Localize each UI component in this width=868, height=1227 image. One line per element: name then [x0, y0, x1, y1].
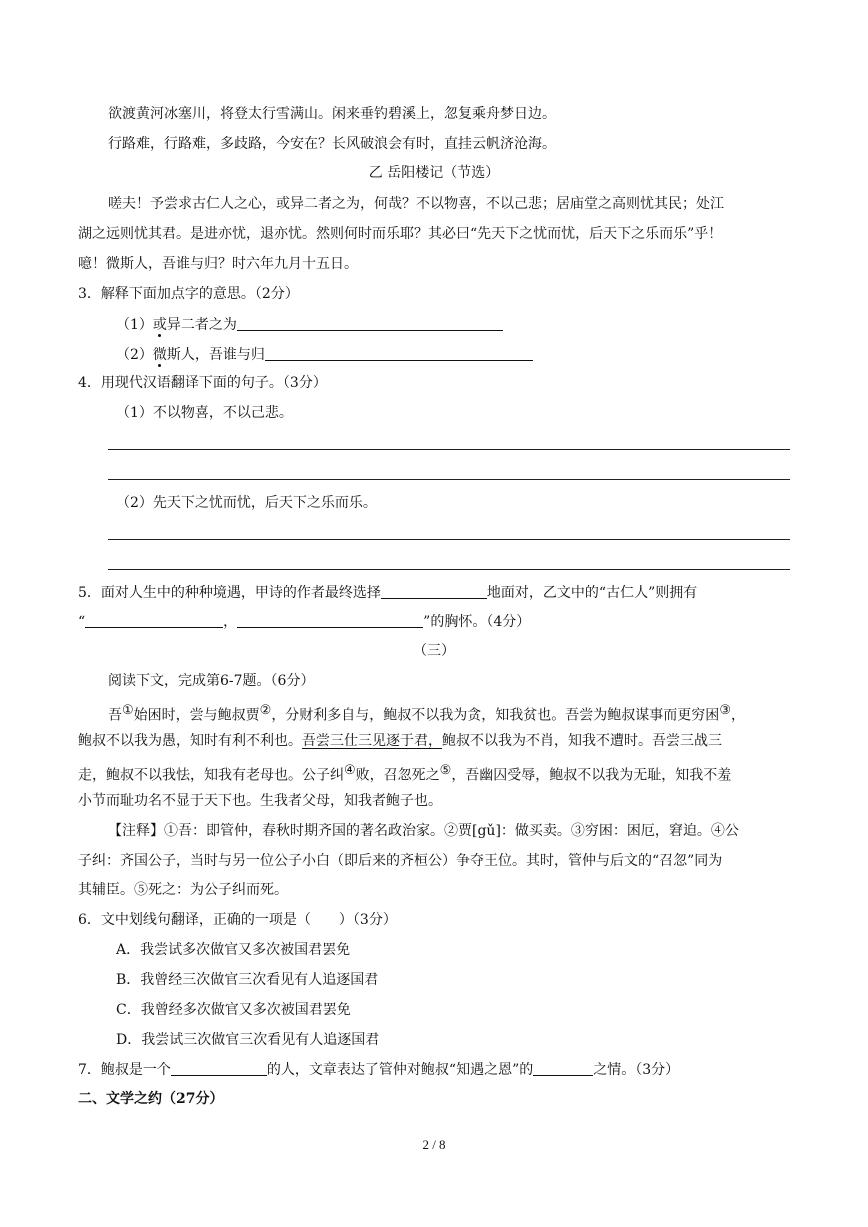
- yi-paragraph-line-1: 嗟夫！予尝求古仁人之心，或异二者之为，何哉？不以物喜，不以己悲；居庙堂之高则忧其民；处江: [108, 196, 724, 212]
- footnote-marker: ⑤: [439, 763, 452, 778]
- passage-text: ，分财利多自与，鲍叔不以我为贪，知我贫也。吾尝为鲍叔谋事而更穷困: [271, 707, 720, 724]
- answer-line[interactable]: [108, 539, 790, 540]
- passage-text: 鲍叔不以我为不肖，知我不遭时。吾尝三战三: [442, 733, 722, 749]
- passage-text: ，: [730, 707, 745, 724]
- answer-blank[interactable]: [265, 344, 533, 361]
- answer-blank[interactable]: [85, 611, 223, 628]
- yi-paragraph-line-3: 噫！微斯人，吾谁与归？时六年九月十五日。: [78, 256, 358, 272]
- answer-blank[interactable]: [533, 1059, 593, 1076]
- passage-text: 败，召忽死之: [355, 767, 440, 784]
- answer-blank[interactable]: [171, 1059, 267, 1076]
- passage-line-3: [78, 761, 731, 786]
- question-6-stem: 6．文中划线句翻译，正确的一项是（ ）（3分）: [78, 912, 397, 928]
- question-7-text: 之情。（3分）: [593, 1062, 680, 1078]
- question-6-option-c[interactable]: C．我曾经多次做官又多次被国君罢免: [116, 1002, 351, 1018]
- question-5-text: ”的胸怀。（4分）: [423, 614, 531, 630]
- section-2-heading: 二、文学之约（27分）: [78, 1091, 224, 1107]
- footnote-marker: ①: [122, 703, 134, 718]
- question-5-text: 地面对，乙文中的“古仁人”则拥有: [486, 585, 698, 601]
- passage-line-1: [108, 701, 745, 726]
- question-6-option-d[interactable]: D．我尝试三次做官三次看见有人追逐国君: [116, 1032, 380, 1048]
- passage-text: 走，鲍叔不以我怯，知我有老母也。公子纠: [78, 767, 344, 784]
- underlined-sentence: 吾尝三仕三见逐于君，: [302, 733, 442, 749]
- question-5-text: ，: [223, 614, 238, 630]
- question-5-line-1: [78, 582, 697, 603]
- passage-line-2: [78, 731, 722, 751]
- question-4-item-1: （1）不以物喜，不以己悲。: [116, 405, 293, 421]
- answer-blank[interactable]: [237, 611, 423, 628]
- question-5-text: “: [78, 614, 86, 630]
- question-3-item-2: [116, 344, 533, 365]
- notes-line-3: 其辅臣。⑤死之：为公子纠而死。: [78, 882, 288, 898]
- answer-line[interactable]: [108, 449, 790, 450]
- question-4-item-2: （2）先天下之忧而忧，后天下之乐而乐。: [116, 495, 377, 511]
- question-6-option-b[interactable]: B．我曾经三次做官三次看见有人追逐国君: [116, 972, 379, 988]
- answer-blank[interactable]: [237, 314, 503, 331]
- item-number: （1）: [116, 317, 153, 333]
- item-text: 斯人，吾谁与归: [166, 347, 265, 363]
- item-text: 异二者之为: [166, 317, 237, 333]
- passage-text: 始困时，尝与鲍叔贾: [133, 707, 260, 724]
- question-5-text: 5．面对人生中的种种境遇，甲诗的作者最终选择: [78, 585, 381, 601]
- section-3-heading: （三）: [413, 643, 455, 659]
- passage-text: 鲍叔不以我为愚，知时有利不利也。: [78, 733, 302, 749]
- notes-line-2: 子纠：齐国公子，当时与另一位公子小白（即后来的齐桓公）争夺王位。其时，管仲与后文的“召忽”同为: [78, 853, 723, 869]
- poem-line-2: 行路难，行路难，多歧路，今安在？长风破浪会有时，直挂云帆济沧海。: [108, 136, 556, 152]
- question-4-stem: 4．用现代汉语翻译下面的句子。（3分）: [78, 375, 327, 391]
- footnote-marker: ④: [344, 763, 356, 778]
- poem-line-1: 欲渡黄河冰塞川，将登太行雪满山。闲来垂钓碧溪上，忽复乘舟梦日边。: [108, 106, 556, 122]
- question-3-item-1: [116, 314, 503, 335]
- question-7-text: 的人，文章表达了管仲对鲍叔“知遇之恩”的: [266, 1062, 534, 1078]
- answer-blank[interactable]: [381, 582, 487, 599]
- answer-line[interactable]: [108, 569, 790, 570]
- yi-paragraph-line-2: 湖之远则忧其君。是进亦忧，退亦忧。然则何时而乐耶？其必曰“先天下之忧而忧，后天下之乐而乐”乎！: [78, 226, 723, 242]
- footnote-marker: ②: [259, 703, 272, 718]
- passage-text: 吾: [108, 707, 122, 724]
- dotted-character: 或: [152, 317, 167, 333]
- answer-line[interactable]: [108, 479, 790, 480]
- yi-title: 乙 岳阳楼记（节选）: [368, 165, 500, 181]
- passage-text: ，吾幽囚受辱，鲍叔不以我为无耻，知我不羞: [451, 767, 732, 784]
- question-6-option-a[interactable]: A．我尝试多次做官又多次被国君罢免: [116, 942, 351, 958]
- notes-line-1: 【注释】①吾：即管仲，春秋时期齐国的著名政治家。②贾[gǔ]：做买卖。③穷困：困厄，窘迫。④公: [108, 823, 739, 839]
- question-7: [78, 1059, 679, 1080]
- question-7-text: 7．鲍叔是一个: [78, 1062, 171, 1078]
- item-number: （2）: [116, 347, 153, 363]
- section-3-intro: 阅读下文，完成第6-7题。（6分）: [108, 673, 315, 689]
- footnote-marker: ③: [719, 703, 731, 718]
- passage-line-4: 小节而耻功名不显于天下也。生我者父母，知我者鲍子也。: [78, 793, 442, 809]
- page-number: 2 / 8: [422, 1137, 446, 1152]
- question-3-stem: 3．解释下面加点字的意思。（2分）: [78, 286, 299, 302]
- dotted-character: 微: [152, 347, 167, 363]
- question-5-line-2: [78, 611, 530, 632]
